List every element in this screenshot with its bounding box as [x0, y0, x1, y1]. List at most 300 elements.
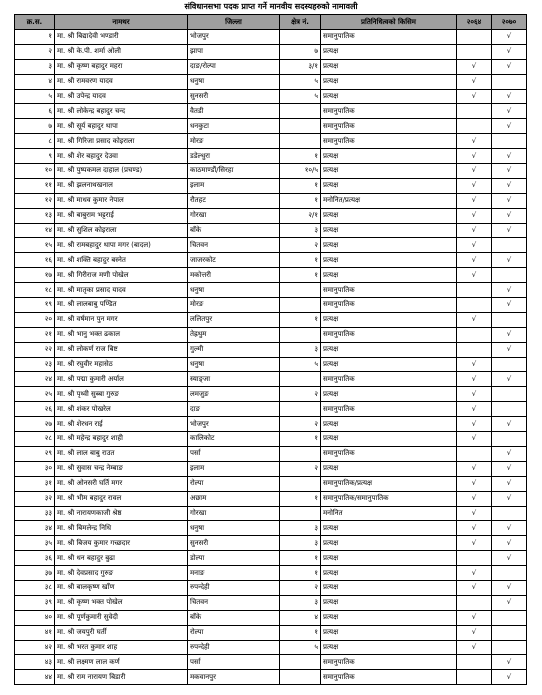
type-cell: प्रत्यक्ष [321, 342, 457, 357]
serial-cell: १४ [15, 223, 55, 238]
year-2070-cell: √ [492, 461, 527, 476]
type-cell: समानुपातिक [321, 372, 457, 387]
area-cell: १ [280, 491, 321, 506]
name-cell: मा. श्री शंकर पोखरेल [55, 402, 188, 417]
table-row [15, 134, 527, 149]
year-2064-cell: √ [457, 372, 492, 387]
area-cell: ३ [280, 223, 321, 238]
year-2070-cell: √ [492, 283, 527, 298]
type-cell: समानुपातिक [321, 104, 457, 119]
year-2064-cell: √ [457, 625, 492, 640]
type-cell: प्रत्यक्ष [321, 89, 457, 104]
name-cell: मा. श्री बिजय कुमार गच्छदार [55, 536, 188, 551]
year-2070-cell: √ [492, 476, 527, 491]
area-cell: १ [280, 625, 321, 640]
serial-cell: ४० [15, 610, 55, 625]
serial-cell: १८ [15, 283, 55, 298]
table-row [15, 74, 527, 89]
district-cell: ललितपुर [188, 312, 280, 327]
type-cell: समानुपातिक [321, 119, 457, 134]
year-2064-cell: √ [457, 461, 492, 476]
type-cell: प्रत्यक्ष [321, 387, 457, 402]
year-2064-cell [457, 283, 492, 298]
area-cell: ३ [280, 536, 321, 551]
area-cell: ७ [280, 44, 321, 59]
name-cell: मा. श्री नारायणकाजी श्रेष्ठ [55, 506, 188, 521]
serial-cell: २३ [15, 357, 55, 372]
year-2070-cell [492, 134, 527, 149]
type-cell: प्रत्यक्ष [321, 551, 457, 566]
serial-cell: २६ [15, 402, 55, 417]
serial-cell: १६ [15, 253, 55, 268]
serial-cell: ६ [15, 104, 55, 119]
area-cell [280, 446, 321, 461]
name-cell: मा. श्री लोकर्ण राज बिष्ट [55, 342, 188, 357]
year-2070-cell: √ [492, 59, 527, 74]
year-2064-cell [457, 104, 492, 119]
serial-cell: ४२ [15, 640, 55, 655]
year-2070-cell: √ [492, 551, 527, 566]
district-cell: डडेल्धुरा [188, 149, 280, 164]
area-cell: १ [280, 149, 321, 164]
table-row [15, 506, 527, 521]
header-year-2064: २०६४ [457, 15, 492, 30]
year-2070-cell: √ [492, 446, 527, 461]
serial-cell: ५ [15, 89, 55, 104]
area-cell: २ [280, 387, 321, 402]
area-cell: २ [280, 238, 321, 253]
area-cell: ३ [280, 595, 321, 610]
area-cell [280, 670, 321, 685]
year-2064-cell: √ [457, 610, 492, 625]
type-cell: प्रत्यक्ष [321, 432, 457, 447]
type-cell: समानुपातिक [321, 30, 457, 45]
type-cell: प्रत्यक्ष [321, 59, 457, 74]
year-2064-cell [457, 446, 492, 461]
area-cell: ५ [280, 640, 321, 655]
district-cell: रुपन्देही [188, 640, 280, 655]
name-cell: मा. श्री कृष्ण बहादुर महरा [55, 59, 188, 74]
year-2070-cell: √ [492, 223, 527, 238]
year-2064-cell: √ [457, 521, 492, 536]
name-cell: मा. श्री देवप्रसाद गुरुङ [55, 566, 188, 581]
serial-cell: १० [15, 164, 55, 179]
year-2070-cell [492, 432, 527, 447]
table-row [15, 119, 527, 134]
area-cell: ५ [280, 357, 321, 372]
year-2070-cell: √ [492, 44, 527, 59]
serial-cell: ३६ [15, 551, 55, 566]
area-cell: १ [280, 178, 321, 193]
type-cell: प्रत्यक्ष [321, 253, 457, 268]
year-2064-cell: √ [457, 432, 492, 447]
year-2064-cell [457, 30, 492, 45]
district-cell: कालिकोट [188, 432, 280, 447]
district-cell: चितवन [188, 595, 280, 610]
table-row [15, 580, 527, 595]
year-2070-cell: √ [492, 178, 527, 193]
year-2064-cell [457, 44, 492, 59]
district-cell: धनुषा [188, 521, 280, 536]
name-cell: मा. श्री पूर्णकुमारी सुवेदी [55, 610, 188, 625]
year-2070-cell [492, 74, 527, 89]
year-2064-cell: √ [457, 357, 492, 372]
area-cell: १ [280, 253, 321, 268]
year-2070-cell: √ [492, 327, 527, 342]
type-cell: समानुपातिक [321, 283, 457, 298]
year-2064-cell [457, 342, 492, 357]
table-row [15, 387, 527, 402]
type-cell: समानुपातिक [321, 298, 457, 313]
serial-cell: २ [15, 44, 55, 59]
table-row [15, 521, 527, 536]
name-cell: मा. श्री रामबहादुर थापा मगर (बादल) [55, 238, 188, 253]
district-cell: रोल्पा [188, 625, 280, 640]
serial-cell: १३ [15, 208, 55, 223]
table-row [15, 640, 527, 655]
area-cell [280, 119, 321, 134]
type-cell: प्रत्यक्ष [321, 461, 457, 476]
header-year-2070: २०७० [492, 15, 527, 30]
serial-cell: ४ [15, 74, 55, 89]
serial-cell: ४३ [15, 655, 55, 670]
type-cell: प्रत्यक्ष [321, 164, 457, 179]
serial-cell: १५ [15, 238, 55, 253]
type-cell: प्रत्यक्ष [321, 640, 457, 655]
area-cell [280, 476, 321, 491]
year-2070-cell: √ [492, 104, 527, 119]
table-row [15, 655, 527, 670]
area-cell [280, 655, 321, 670]
table-row [15, 178, 527, 193]
year-2070-cell: √ [492, 372, 527, 387]
type-cell: प्रत्यक्ष [321, 625, 457, 640]
name-cell: मा. श्री बिद्यादेवी भण्डारी [55, 30, 188, 45]
name-cell: मा. श्री वर्षमान पुन मगर [55, 312, 188, 327]
district-cell: गोरखा [188, 506, 280, 521]
table-row [15, 149, 527, 164]
serial-cell: २२ [15, 342, 55, 357]
table-row [15, 402, 527, 417]
serial-cell: ८ [15, 134, 55, 149]
name-cell: मा. श्री लालबाबु पण्डित [55, 298, 188, 313]
year-2070-cell [492, 238, 527, 253]
type-cell: समानुपातिक [321, 655, 457, 670]
area-cell [280, 134, 321, 149]
serial-cell: ७ [15, 119, 55, 134]
name-cell: मा. श्री गिरीराज मणी पोखेल [55, 268, 188, 283]
table-body [15, 30, 527, 685]
year-2070-cell: √ [492, 119, 527, 134]
year-2070-cell: √ [492, 417, 527, 432]
type-cell: समानुपातिक/प्रत्यक्ष [321, 476, 457, 491]
district-cell: पर्सा [188, 655, 280, 670]
area-cell: १ [280, 432, 321, 447]
district-cell: झापा [188, 44, 280, 59]
year-2064-cell: √ [457, 208, 492, 223]
name-cell: मा. श्री कृष्ण भक्त पोखेल [55, 595, 188, 610]
area-cell: १ [280, 551, 321, 566]
type-cell: समानुपातिक [321, 670, 457, 685]
year-2064-cell [457, 670, 492, 685]
name-cell: मा. श्री झलनाथखनाल [55, 178, 188, 193]
table-row [15, 238, 527, 253]
table-row [15, 476, 527, 491]
type-cell: प्रत्यक्ष [321, 208, 457, 223]
table-row [15, 625, 527, 640]
table-row [15, 432, 527, 447]
year-2064-cell: √ [457, 223, 492, 238]
area-cell: १ [280, 193, 321, 208]
year-2070-cell: √ [492, 89, 527, 104]
area-cell [280, 104, 321, 119]
year-2064-cell [457, 595, 492, 610]
type-cell: समानुपातिक/समानुपातिक [321, 491, 457, 506]
type-cell: प्रत्यक्ष [321, 268, 457, 283]
table-row [15, 327, 527, 342]
year-2064-cell: √ [457, 89, 492, 104]
name-cell: मा. श्री पृथ्वी सुब्बा गुरुङ [55, 387, 188, 402]
district-cell: बाँके [188, 610, 280, 625]
header-area: क्षेत्र नं. [280, 15, 321, 30]
table-row [15, 312, 527, 327]
year-2064-cell: √ [457, 387, 492, 402]
table-row [15, 342, 527, 357]
area-cell: ५ [280, 89, 321, 104]
table-row [15, 372, 527, 387]
serial-cell: २७ [15, 417, 55, 432]
year-2064-cell: √ [457, 59, 492, 74]
header-representation-type: प्रतिनिधित्वको किसिम [321, 15, 457, 30]
type-cell: प्रत्यक्ष [321, 74, 457, 89]
table-row [15, 298, 527, 313]
district-cell: सुनसरी [188, 89, 280, 104]
area-cell: २ [280, 461, 321, 476]
area-cell: १ [280, 312, 321, 327]
name-cell: मा. श्री बिमलेन्द्र निधि [55, 521, 188, 536]
serial-cell: ३७ [15, 566, 55, 581]
type-cell: प्रत्यक्ष [321, 312, 457, 327]
district-cell: लमजुङ [188, 387, 280, 402]
area-cell [280, 327, 321, 342]
area-cell [280, 402, 321, 417]
year-2064-cell: √ [457, 253, 492, 268]
name-cell: मा. श्री ओनसरी घर्ति मगर [55, 476, 188, 491]
year-2070-cell [492, 625, 527, 640]
district-cell: स्याङ्जा [188, 372, 280, 387]
name-cell: मा. श्री बाबुराम भट्टराई [55, 208, 188, 223]
year-2064-cell: √ [457, 491, 492, 506]
year-2070-cell [492, 610, 527, 625]
year-2064-cell: √ [457, 566, 492, 581]
type-cell: प्रत्यक्ष [321, 536, 457, 551]
serial-cell: २५ [15, 387, 55, 402]
name-cell: मा. श्री भानु भक्त ढकाल [55, 327, 188, 342]
name-cell: मा. श्री उपेन्द्र यादव [55, 89, 188, 104]
table-row [15, 30, 527, 45]
year-2070-cell [492, 640, 527, 655]
name-cell: मा. श्री पद्मा कुमारी अर्याल [55, 372, 188, 387]
area-cell [280, 283, 321, 298]
type-cell: प्रत्यक्ष [321, 357, 457, 372]
year-2070-cell: √ [492, 30, 527, 45]
serial-cell: ३४ [15, 521, 55, 536]
year-2064-cell [457, 119, 492, 134]
serial-cell: ३२ [15, 491, 55, 506]
district-cell: दाङ [188, 402, 280, 417]
table-row [15, 44, 527, 59]
year-2070-cell: √ [492, 491, 527, 506]
serial-cell: ३१ [15, 476, 55, 491]
table-row [15, 461, 527, 476]
year-2064-cell: √ [457, 506, 492, 521]
area-cell: २/१ [280, 208, 321, 223]
name-cell: मा. श्री धन बहादुर बुढा [55, 551, 188, 566]
year-2070-cell: √ [492, 670, 527, 685]
table-row [15, 253, 527, 268]
page-title: संविधानसभा पदक प्राप्त गर्ने मानवीय सदस्यहरुको नामावली [184, 2, 358, 11]
district-cell: गोरखा [188, 208, 280, 223]
area-cell: १०/५ [280, 164, 321, 179]
table-row [15, 491, 527, 506]
name-cell: मा. श्री जयपुरी घर्ती [55, 625, 188, 640]
area-cell: २ [280, 417, 321, 432]
year-2070-cell [492, 566, 527, 581]
serial-cell: ३९ [15, 595, 55, 610]
area-cell: ३ [280, 521, 321, 536]
district-cell: तेह्रथुम [188, 327, 280, 342]
header-serial: क्र.स. [15, 15, 55, 30]
district-cell: सुनसरी [188, 536, 280, 551]
area-cell [280, 506, 321, 521]
year-2070-cell: √ [492, 149, 527, 164]
year-2064-cell: √ [457, 476, 492, 491]
area-cell: ४ [280, 610, 321, 625]
name-cell: मा. श्री शेर बहादुर देउवा [55, 149, 188, 164]
district-cell: धनुषा [188, 74, 280, 89]
serial-cell: ११ [15, 178, 55, 193]
type-cell: समानुपातिक [321, 402, 457, 417]
district-cell: दाङ/रोल्पा [188, 59, 280, 74]
district-cell: भोजपुर [188, 417, 280, 432]
name-cell: मा. श्री सुशिल कोइराला [55, 223, 188, 238]
district-cell: रौतहट [188, 193, 280, 208]
district-cell: रोल्पा [188, 476, 280, 491]
name-cell: मा. श्री सूर्य बहादुर थापा [55, 119, 188, 134]
year-2070-cell: √ [492, 536, 527, 551]
district-cell: इलाम [188, 178, 280, 193]
district-cell: पर्सा [188, 446, 280, 461]
name-cell: मा. श्री शक्ति बहादुर बस्नेत [55, 253, 188, 268]
area-cell: १ [280, 268, 321, 283]
year-2064-cell [457, 551, 492, 566]
table-row [15, 208, 527, 223]
area-cell: ५ [280, 74, 321, 89]
year-2064-cell: √ [457, 640, 492, 655]
year-2070-cell: √ [492, 655, 527, 670]
area-cell: ३/१ [280, 59, 321, 74]
table-row [15, 551, 527, 566]
year-2064-cell: √ [457, 238, 492, 253]
district-cell: मकवानपुर [188, 670, 280, 685]
area-cell: १ [280, 566, 321, 581]
year-2064-cell: √ [457, 580, 492, 595]
type-cell: प्रत्यक्ष [321, 149, 457, 164]
year-2070-cell: √ [492, 253, 527, 268]
name-cell: मा. श्री माधव कुमार नेपाल [55, 193, 188, 208]
serial-cell: ३० [15, 461, 55, 476]
year-2064-cell: √ [457, 193, 492, 208]
serial-cell: २८ [15, 432, 55, 447]
district-cell: मोरङ [188, 134, 280, 149]
year-2064-cell [457, 327, 492, 342]
table-row [15, 446, 527, 461]
serial-cell: ३३ [15, 506, 55, 521]
year-2064-cell: √ [457, 312, 492, 327]
year-2064-cell: √ [457, 164, 492, 179]
year-2070-cell [492, 357, 527, 372]
year-2064-cell: √ [457, 536, 492, 551]
name-cell: मा. श्री सुवास चन्द्र नेम्बाङ [55, 461, 188, 476]
district-cell: गुल्मी [188, 342, 280, 357]
table-row [15, 89, 527, 104]
district-cell: मोरङ [188, 298, 280, 313]
serial-cell: १७ [15, 268, 55, 283]
name-cell: मा. श्री भरत कुमार शाह [55, 640, 188, 655]
type-cell: प्रत्यक्ष [321, 566, 457, 581]
district-cell: चितवन [188, 238, 280, 253]
year-2070-cell: √ [492, 298, 527, 313]
name-cell: मा. श्री राम नारायण बिडारी [55, 670, 188, 685]
type-cell: प्रत्यक्ष [321, 223, 457, 238]
year-2064-cell: √ [457, 178, 492, 193]
name-cell: मा. श्री मातृका प्रसाद यादव [55, 283, 188, 298]
type-cell: प्रत्यक्ष [321, 238, 457, 253]
area-cell [280, 372, 321, 387]
table-row [15, 164, 527, 179]
type-cell: प्रत्यक्ष [321, 580, 457, 595]
serial-cell: २४ [15, 372, 55, 387]
year-2070-cell: √ [492, 164, 527, 179]
table-row [15, 417, 527, 432]
district-cell: जाजरकोट [188, 253, 280, 268]
header-district: जिल्ला [188, 15, 280, 30]
year-2070-cell [492, 506, 527, 521]
name-cell: मा. श्री पुष्पकमल दाहाल (प्रचण्ड) [55, 164, 188, 179]
name-cell: मा. श्री लक्ष्मण लाल कर्ण [55, 655, 188, 670]
serial-cell: ४१ [15, 625, 55, 640]
year-2070-cell: √ [492, 342, 527, 357]
serial-cell: १ [15, 30, 55, 45]
name-cell: मा. श्री लोकेन्द्र बहादुर चन्द [55, 104, 188, 119]
district-cell: भोजपुर [188, 30, 280, 45]
type-cell: प्रत्यक्ष [321, 521, 457, 536]
year-2070-cell: √ [492, 193, 527, 208]
type-cell: प्रत्यक्ष [321, 44, 457, 59]
type-cell: मनोनित [321, 506, 457, 521]
year-2070-cell: √ [492, 595, 527, 610]
serial-cell: २० [15, 312, 55, 327]
district-cell: बाँके [188, 223, 280, 238]
district-cell: धनकुटा [188, 119, 280, 134]
year-2064-cell: √ [457, 134, 492, 149]
district-cell: धनुषा [188, 283, 280, 298]
serial-cell: २९ [15, 446, 55, 461]
table-row [15, 670, 527, 685]
serial-cell: ९ [15, 149, 55, 164]
table-row [15, 357, 527, 372]
area-cell [280, 298, 321, 313]
